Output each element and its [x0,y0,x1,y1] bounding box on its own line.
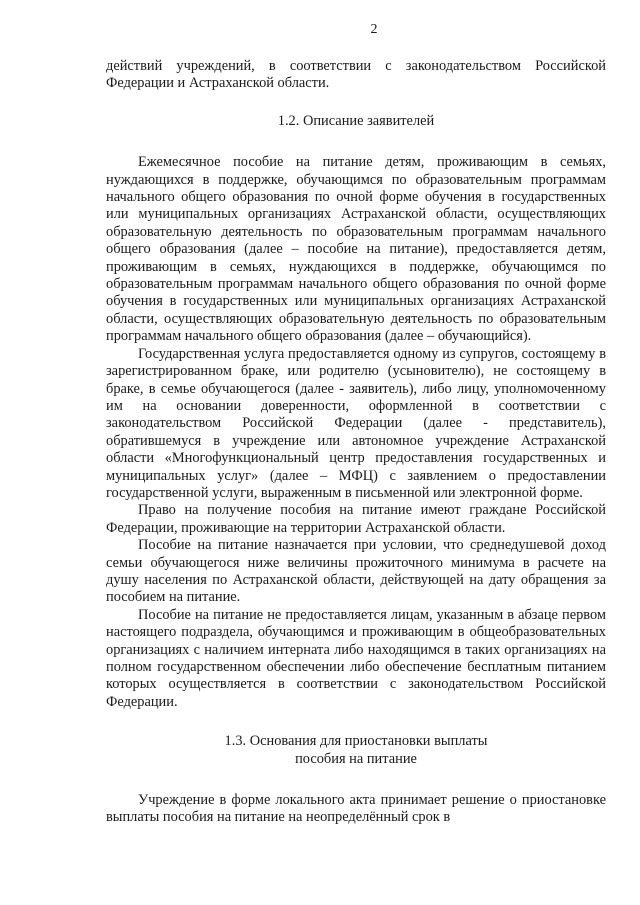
paragraph: Пособие на питание назначается при условии, что среднедушевой доход семьи обучающегося ниже величины прожиточного минимума в расчете на душу населения по Астраханской области, действующей на дату обращения за пособием на питание. [106,537,606,606]
section-heading-line: 1.3. Основания для приостановки выплаты [224,733,488,750]
paragraph: Государственная услуга предоставляется одному из супругов, состоящему в зарегистрированном браке, или родителю (усыновителю), не состоящему в браке, в семье обучающегося (далее - заявитель), либо лицу, уполномоченному им на основании доверенности, оформленной в соответствии с законодательством Российской Федерации (далее - представитель), обратившемуся в учреждение или автономное учреждение Астраханской области «Многофункциональный центр предоставления государственных и муниципальных услуг» (далее – МФЦ) с заявлением о предоставлении государственной услуги, выраженным в письменной или электронной форме. [106,345,606,501]
paragraph: Пособие на питание не предоставляется лицам, указанным в абзаце первом настоящего подраздела, обучающимся и проживающим в общеобразовательных организациях с наличием интерната либо находящимся в таких организациях на полном государственном обеспечении либо обеспечение бесплатным питанием которых осуществляется в соответствии с законодательством Российской Федерации. [106,606,606,710]
section-heading-1-2: 1.2. Описание заявителей [277,112,435,129]
section-heading-1-3 [106,733,606,768]
paragraph: Ежемесячное пособие на питание детям, проживающим в семьях, нуждающихся в поддержке, обучающимся по образовательным программам начального общего образования по очной форме обучения в государственных или муниципальных организациях Астраханской области, осуществляющих образовательную деятельность по образовательным программам начального общего образования (далее – пособие на питание), предоставляется детям, проживающим в семьях, нуждающихся в поддержке, обучающимся по образовательным программам начального общего образования по очной форме обучения в государственных или муниципальных организациях Астраханской области, осуществляющих образовательную деятельность по образовательным программам начального общего образования (далее – обучающийся). [106,154,606,345]
intro-paragraph: действий учреждений, в соответствии с законодательством Российской Федерации и Астраханской области. [106,58,606,92]
paragraph: Учреждение в форме локального акта принимает решение о приостановке выплаты пособия на питание на неопределённый срок в [106,792,606,826]
section-heading-line: пособия на питание [295,750,417,767]
paragraph: Право на получение пособия на питание имеют граждане Российской Федерации, проживающие на территории Астраханской области. [106,502,606,536]
page-number: 2 [370,22,378,37]
